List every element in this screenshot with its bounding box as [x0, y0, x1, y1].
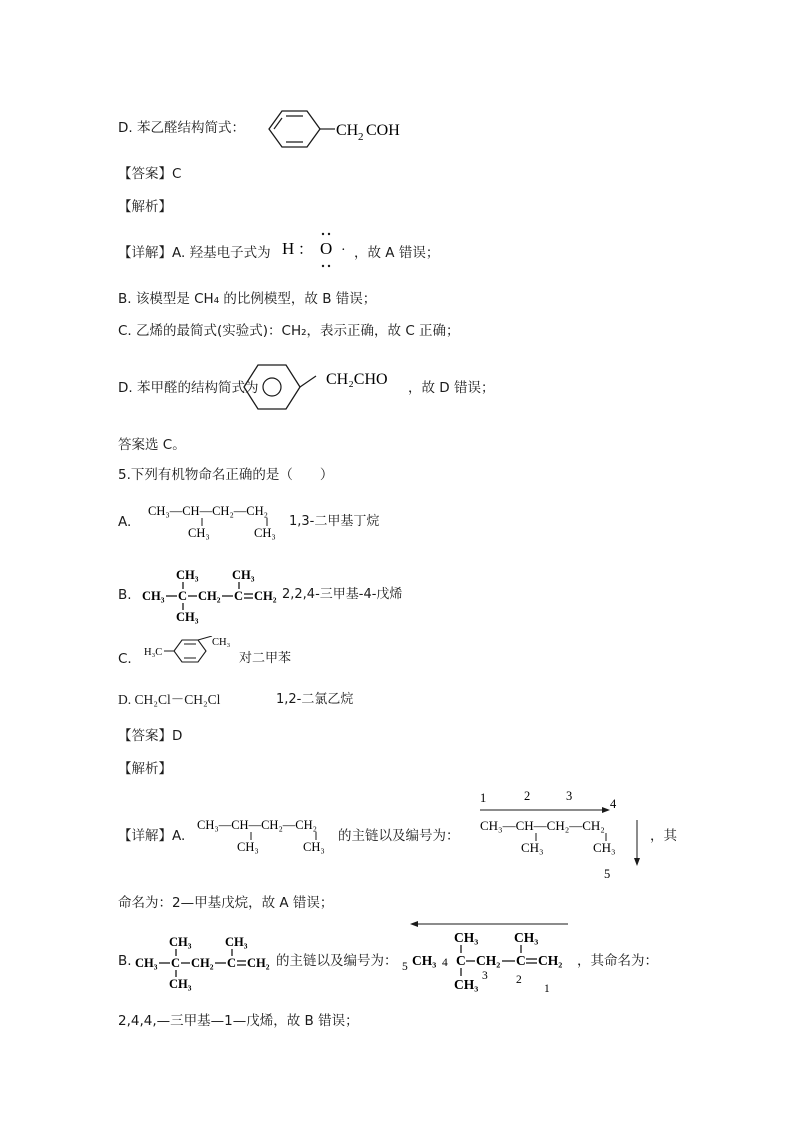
q4-detail-a: [118, 244, 271, 262]
svg-text:CH₃: CH₃: [176, 610, 199, 624]
svg-text:H₃C: H₃C: [144, 647, 163, 658]
benzene-ring-structure: [255, 107, 415, 151]
svg-text:CH₃: CH₃: [454, 977, 479, 992]
q5-b-structure: [142, 565, 282, 625]
svg-text:C: C: [178, 589, 188, 603]
svg-text:CH₃: CH₃: [237, 840, 259, 854]
svg-text:CH₃: CH₃: [169, 977, 192, 991]
svg-text:CH₃: CH₃: [454, 930, 479, 945]
chain-b-num-4: 4: [442, 957, 448, 969]
q5-detail-b-numbered-chain: [400, 916, 572, 996]
chain-a-num-5: 5: [604, 867, 611, 881]
svg-text:CH₂: CH₂: [476, 953, 501, 968]
q5-detail-b-suffix: ，其命名为：: [577, 953, 658, 969]
chain-a-num-4: 4: [610, 797, 617, 811]
q5-detail-b-prefix: B.: [118, 953, 132, 969]
q5-stem: 5.下列有机物命名正确的是（ ）: [118, 467, 334, 483]
chain-a-num-3: 3: [566, 789, 573, 803]
svg-text:·: ·: [341, 243, 346, 258]
q5-detail-a-prefix: 【详解】A.: [118, 828, 186, 844]
svg-text:CH₃—CH—CH₂—CH₂: CH₃—CH—CH₂—CH₂: [197, 818, 318, 832]
chain-b-num-3: 3: [482, 970, 488, 982]
q5-a-structure: [148, 499, 288, 543]
svg-text:CH₂: CH₂: [538, 953, 563, 968]
svg-text:C: C: [234, 589, 244, 603]
q5-analysis: 【解析】: [118, 761, 172, 777]
q4-d-group-coh: COH: [366, 122, 400, 139]
q4-analysis: 【解析】: [118, 199, 172, 215]
q5-detail-a-suffix: ，其: [650, 828, 677, 844]
svg-text:CH₂: CH₂: [254, 589, 277, 603]
q5-d-name: 1,2-二氯乙烷: [276, 692, 354, 707]
svg-text:CH₃: CH₃: [303, 840, 325, 854]
svg-text:C: C: [171, 956, 181, 970]
q4-option-d: [118, 119, 245, 137]
q5-detail-a-structure: [197, 813, 337, 857]
svg-text:CH₂: CH₂: [247, 956, 270, 970]
q5-c-name: 对二甲苯: [239, 651, 292, 666]
chain-a-num-1: 1: [480, 791, 487, 805]
svg-text:CH₃: CH₃: [135, 956, 158, 970]
svg-text:CH₃: CH₃: [188, 526, 210, 540]
svg-text:O: O: [320, 239, 333, 258]
q4-d-detail-group: CH₂CHO: [326, 371, 388, 388]
hydroxyl-electron-formula: [278, 226, 358, 272]
svg-text:CH₃: CH₃: [412, 953, 437, 968]
q5-detail-a-name: 命名为：2—甲基戊烷，故 A 错误；: [118, 895, 334, 911]
q4-answer: 【答案】C: [118, 166, 182, 182]
svg-text:：: ：: [298, 242, 314, 258]
q5-detail-a-numbered-chain: [474, 786, 650, 882]
svg-text:CH₃: CH₃: [212, 637, 231, 648]
q5-detail-b-mid: 的主链以及编号为：: [276, 953, 398, 969]
q5-detail-a-mid: 的主链以及编号为：: [338, 828, 460, 844]
q4-option-d-label: D. 苯乙醛结构简式：: [118, 120, 245, 136]
svg-text:CH₃: CH₃: [254, 526, 276, 540]
q5-b-name: 2,2,4-三甲基-4-戊烯: [282, 587, 403, 602]
svg-text:H: H: [282, 239, 295, 258]
svg-text:C: C: [456, 953, 466, 968]
svg-text:CH₃: CH₃: [225, 935, 248, 949]
svg-text:CH₃: CH₃: [514, 930, 539, 945]
q4-d-group-ch: CH: [336, 122, 359, 139]
q4-detail-a-suffix: ，故 A 错误；: [354, 245, 440, 261]
svg-text:CH₃: CH₃: [142, 589, 165, 603]
svg-text:CH₃—CH—CH₂—CH₂: CH₃—CH—CH₂—CH₂: [480, 818, 605, 833]
svg-text:CH₃: CH₃: [232, 568, 255, 582]
q4-detail-b: B. 该模型是 CH₄ 的比例模型，故 B 错误；: [118, 291, 377, 307]
q5-a-name: 1,3-二甲基丁烷: [289, 514, 380, 529]
q5-b-letter: B.: [118, 587, 132, 603]
q5-a-letter: A.: [118, 514, 132, 530]
q5-answer: 【答案】D: [118, 728, 183, 744]
svg-text:CH₃: CH₃: [169, 935, 192, 949]
q4-detail-d-suffix: ，故 D 错误；: [408, 380, 495, 396]
svg-text:CH₃: CH₃: [593, 840, 616, 855]
q4-d-group-sub: 2: [358, 131, 364, 143]
q5-d-line: D. CH₂Cl－CH₂Cl: [118, 692, 221, 707]
q5-c-letter: C.: [118, 651, 132, 667]
chain-b-num-5: 5: [402, 961, 408, 973]
svg-text:CH₃: CH₃: [176, 568, 199, 582]
svg-text:CH₂: CH₂: [191, 956, 214, 970]
svg-text:CH₂: CH₂: [198, 589, 221, 603]
svg-text:CH₃: CH₃: [521, 840, 544, 855]
q4-final: 答案选 C。: [118, 437, 186, 453]
chain-a-num-2: 2: [524, 789, 531, 803]
chain-b-num-2: 2: [516, 974, 522, 986]
q5-detail-b-structure: [135, 932, 275, 992]
q5-c-structure: [144, 636, 240, 680]
svg-text:C: C: [516, 953, 526, 968]
chain-b-num-1: 1: [544, 983, 550, 995]
svg-text:CH₃—CH—CH₂—CH₂: CH₃—CH—CH₂—CH₂: [148, 504, 269, 518]
q4-detail-a-prefix: 【详解】A. 羟基电子式为: [118, 245, 271, 261]
q5-detail-b-name: 2,4,4,—三甲基—1—戊烯，故 B 错误；: [118, 1013, 359, 1029]
benzaldehyde-structure: [240, 358, 410, 416]
svg-text:C: C: [227, 956, 237, 970]
q4-detail-c: C. 乙烯的最简式(实验式)：CH₂，表示正确，故 C 正确；: [118, 323, 460, 339]
q4-detail-d-prefix: D. 苯甲醛的结构简式为: [118, 380, 259, 396]
